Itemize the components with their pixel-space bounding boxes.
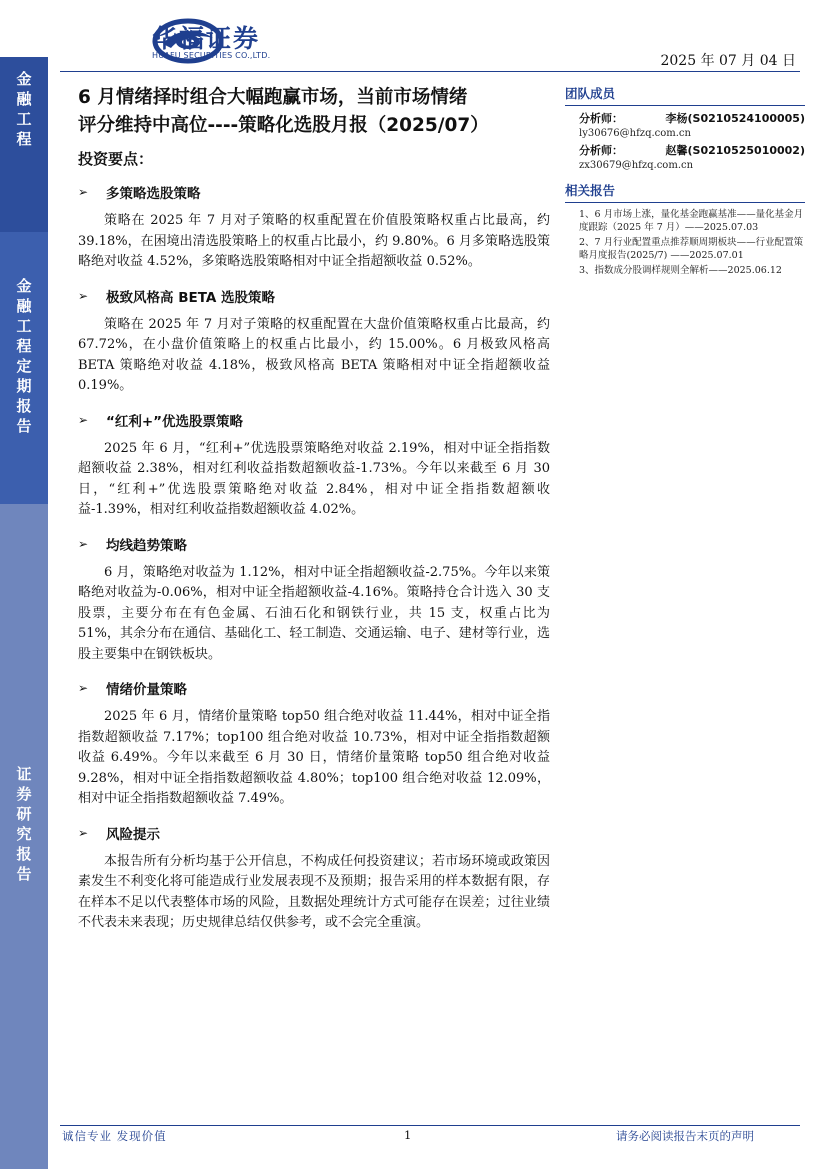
section-text: 2025 年 6 月，情绪价量策略 top50 组合绝对收益 11.44%，相对中证全指指数超额收益 7.17%；top100 组合绝对收益 10.73%，相对中证全指指数超额收益 6.49%。今年以来截至 6 月 30 日，情绪价量策略 top50 组合绝对收益 9.28%，相对中证全指指数超额收益 4.80%；top100 组合绝对收益 12.09%，相对中证全指指数超额收益 7.49%。 [78, 709, 550, 806]
report-title: 6 月情绪择时组合大幅跑赢市场，当前市场情绪 评分维持中高位----策略化选股月报（2025/07） [78, 87, 489, 136]
analyst-email[interactable]: ly30676@hfzq.com.cn [579, 128, 691, 139]
arrow-bullet-icon: ➢ [78, 536, 89, 551]
report-date: 2025 年 07 月 04 日 [660, 53, 796, 69]
sidebar [0, 0, 48, 1169]
section-text: 2025 年 6 月，“红利+”优选股票策略绝对收益 2.19%，相对中证全指指数超额收益 2.38%，相对红利收益指数超额收益-1.73%。今年以来截至 6 月 30 日，“红利+”优选股票策略绝对收益 2.84%，相对中证全指指数超额收益-1.39%，相对红利收益指数超额收益 4.02%。 [78, 440, 550, 517]
brand-name-en: HUAFU SECURITIES CO.,LTD. [152, 51, 271, 60]
analyst-entry [565, 111, 805, 141]
related-report-link[interactable]: 3、指数成分股调样规则全解析——2025.06.12 [579, 265, 782, 276]
related-reports-heading: 相关报告 [565, 181, 805, 203]
analyst-name: 赵馨(S0210525010002) [665, 144, 805, 157]
arrow-bullet-icon: ➢ [78, 681, 89, 695]
section-text: 策略在 2025 年 7 月对子策略的权重配置在价值股策略权重占比最高，约 39.18%，在困境出清选股策略上的权重占比最小，约 9.80%。6 月多策略选股策略绝对收益 4.52%，多策略选股策略相对中证全指超额收益 0.52%。 [78, 213, 550, 269]
arrow-bullet-icon: ➢ [78, 288, 89, 303]
footer-disclaimer-note: 请务必阅读报告末页的声明 [616, 1129, 754, 1143]
sidebar-block-financial-engineering [0, 57, 48, 232]
section-heading: ➢ “红利+”优选股票策略 [78, 412, 244, 430]
section-high-beta [78, 283, 550, 397]
section-heading: ➢ 多策略选股策略 [78, 185, 201, 202]
analyst-role: 分析师： [579, 112, 623, 125]
section-heading: ➢ 情绪价量策略 [78, 681, 187, 698]
section-risk-warning [78, 820, 550, 934]
arrow-bullet-icon: ➢ [78, 185, 89, 199]
sidebar-block-research-report [0, 504, 48, 1169]
analyst-name: 李杨(S0210524100005) [665, 112, 805, 125]
brand-name: 华福证券 [152, 24, 261, 53]
section-dividend-plus [78, 407, 550, 521]
analyst-email[interactable]: zx30679@hfzq.com.cn [579, 160, 694, 171]
section-text: 本报告所有分析均基于公开信息，不构成任何投资建议；若市场环境或政策因素发生不利变化将可能造成行业发展表现不及预期；报告采用的样本数据有限，存在样本不足以代表整体市场的风险，且数据处理统计方式可能存在误差；过往业绩不代表未来表现；历史规律总结仅供参考，或不会完全重演。 [78, 853, 550, 930]
analyst-entry [565, 143, 805, 173]
sidebar-label-3: 证 券 研 究 报 告 [16, 765, 32, 883]
related-report-link[interactable]: 2、7 月行业配置重点推荐顺周期板块——行业配置策略月度报告(2025/7) ——2025.07.01 [579, 237, 804, 261]
sidebar-label-2: 金 融 工 程 定 期 报 告 [16, 277, 32, 435]
related-report-link[interactable]: 1、6 月市场上涨，量化基金跑赢基准——量化基金月度跟踪（2025 年 7 月）——2025.07.03 [579, 209, 804, 233]
section-text: 6 月，策略绝对收益为 1.12%，相对中证全指超额收益-2.75%。今年以来策略绝对收益为-0.06%，相对中证全指超额收益-4.16%。策略持仓合计选入 30 支股票，主要分布在有色金属、石油石化和钢铁行业，共 15 支，权重占比为 51%，其余分布在通信、基础化工、轻工制造、交通运输、电子、建材等行业，选股主要集中在钢铁板块。 [78, 564, 550, 662]
footer-divider [60, 1125, 800, 1126]
team-heading: 团队成员 [565, 84, 805, 106]
investment-highlights-heading: 投资要点： [78, 150, 154, 168]
section-text: 策略在 2025 年 7 月对子策略的权重配置在大盘价值策略权重占比最高，约 67.72%，在小盘价值策略上的权重占比最小，约 15.00%。6 月极致风格高 BETA 策略绝对收益 4.18%，极致风格高 BETA 策略相对中证全指超额收益 0.19%。 [78, 316, 550, 393]
sidebar-label-1: 金 融 工 程 [16, 70, 32, 148]
section-moving-average [78, 531, 550, 666]
main-content [78, 84, 550, 934]
footer-slogan: 诚信专业 发现价值 [62, 1129, 167, 1143]
related-reports [565, 181, 805, 277]
header-divider [60, 71, 800, 72]
section-heading: ➢ 均线趋势策略 [78, 536, 187, 554]
arrow-bullet-icon: ➢ [78, 825, 89, 840]
arrow-bullet-icon: ➢ [78, 412, 89, 427]
sidebar-block-periodic-report [0, 232, 48, 504]
page-number: 1 [404, 1128, 412, 1142]
section-heading: ➢ 风险提示 [78, 825, 160, 843]
right-column [565, 84, 805, 279]
analyst-role: 分析师： [579, 144, 623, 157]
section-heading: ➢ 极致风格高 BETA 选股策略 [78, 288, 276, 306]
section-multi-strategy [78, 179, 550, 273]
section-sentiment-volume [78, 675, 550, 810]
